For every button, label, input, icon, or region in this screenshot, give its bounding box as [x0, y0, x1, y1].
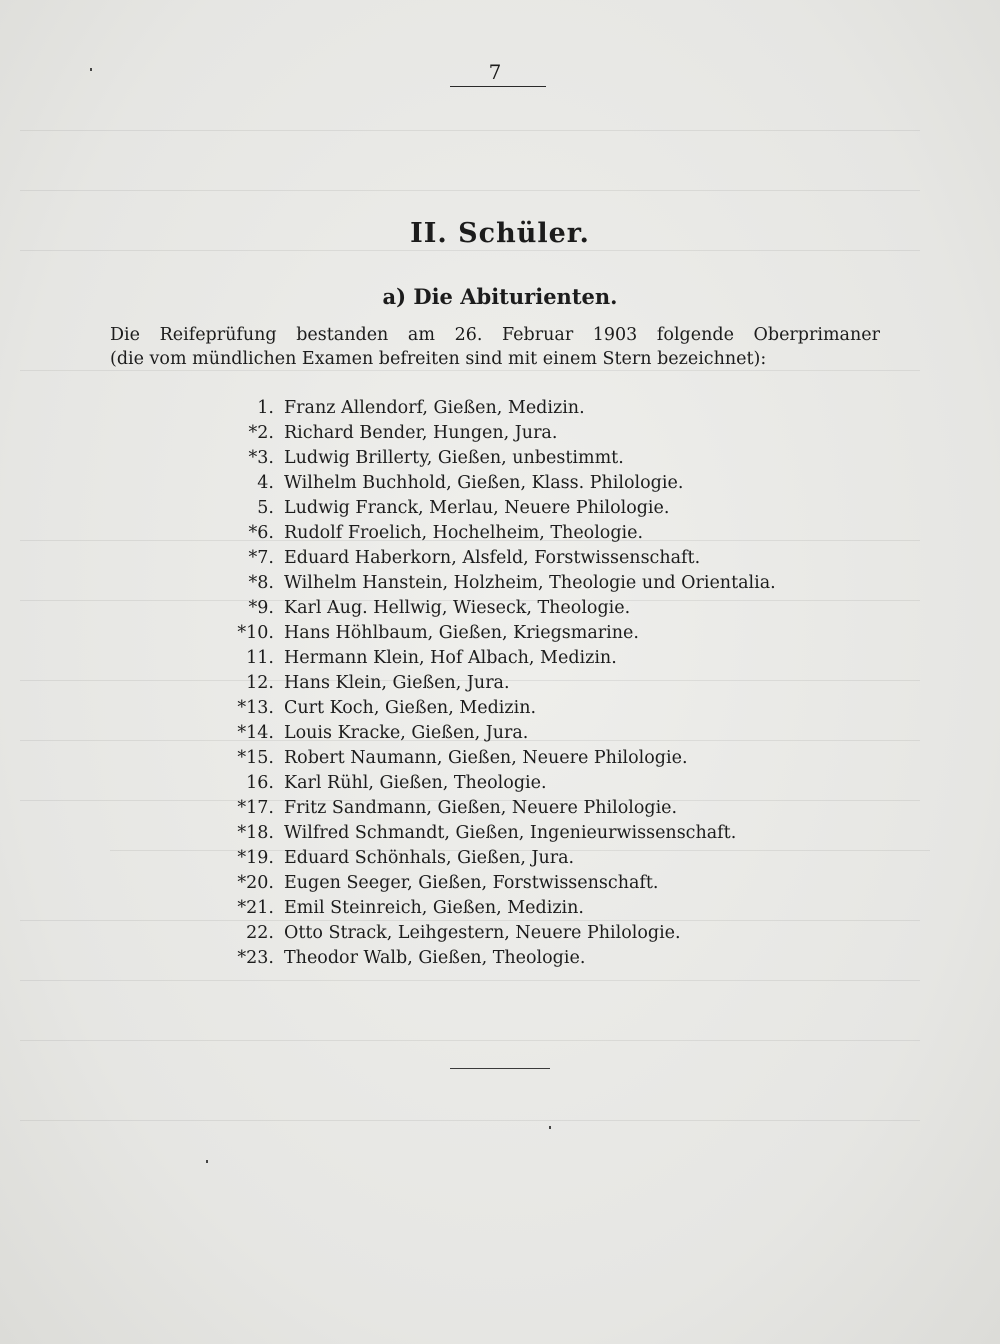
- list-item-text: Eugen Seeger, Gießen, Forstwissenschaft.: [284, 873, 659, 893]
- list-item: [200, 646, 776, 671]
- graduates-list: [200, 396, 776, 971]
- list-item: [200, 521, 776, 546]
- list-item-text: Theodor Walb, Gießen, Theologie.: [284, 948, 586, 968]
- page-number-rule: [450, 86, 546, 87]
- list-item: [200, 596, 776, 621]
- list-item-number: *18.: [237, 823, 274, 843]
- page-number: 7: [488, 60, 502, 84]
- list-item-number: *19.: [237, 848, 274, 868]
- list-item: [200, 496, 776, 521]
- list-item-text: Louis Kracke, Gießen, Jura.: [284, 723, 529, 743]
- list-item: [200, 821, 776, 846]
- list-item-text: Hermann Klein, Hof Albach, Medizin.: [284, 648, 617, 668]
- list-item-number: 16.: [246, 773, 274, 793]
- list-item-text: Eduard Haberkorn, Alsfeld, Forstwissenschaft.: [284, 548, 701, 568]
- list-item: [200, 946, 776, 971]
- list-item: [200, 421, 776, 446]
- list-item: [200, 896, 776, 921]
- list-item-text: Rudolf Froelich, Hochelheim, Theologie.: [284, 523, 644, 543]
- list-item: [200, 696, 776, 721]
- list-item-number: 11.: [246, 648, 274, 668]
- intro-line-2: (die vom mündlichen Examen befreiten sind mit einem Stern bezeichnet):: [110, 349, 767, 369]
- list-item-number: 4.: [257, 473, 274, 493]
- print-speck: [90, 68, 92, 71]
- list-item: [200, 671, 776, 696]
- list-item-number: 12.: [246, 673, 274, 693]
- list-item: [200, 546, 776, 571]
- section-title: II. Schüler.: [410, 218, 590, 249]
- list-item-number: *15.: [237, 748, 274, 768]
- list-item-text: Wilhelm Hanstein, Holzheim, Theologie und Orientalia.: [284, 573, 776, 593]
- bottom-rule: [450, 1068, 550, 1069]
- list-item: [200, 471, 776, 496]
- intro-line-1: Die Reifeprüfung bestanden am 26. Februar 1903 folgende Oberprimaner: [110, 325, 880, 345]
- print-speck: [206, 1160, 208, 1163]
- list-item-text: Eduard Schönhals, Gießen, Jura.: [284, 848, 575, 868]
- list-item-number: *10.: [237, 623, 274, 643]
- list-item-text: Karl Aug. Hellwig, Wieseck, Theologie.: [284, 598, 631, 618]
- list-item-text: Robert Naumann, Gießen, Neuere Philologie.: [284, 748, 688, 768]
- list-item-number: 1.: [257, 398, 274, 418]
- list-item: [200, 871, 776, 896]
- subsection-title: a) Die Abiturienten.: [382, 284, 618, 309]
- list-item-text: Ludwig Franck, Merlau, Neuere Philologie.: [284, 498, 670, 518]
- list-item: [200, 771, 776, 796]
- list-item-number: *9.: [248, 598, 274, 618]
- list-item-text: Emil Steinreich, Gießen, Medizin.: [284, 898, 584, 918]
- list-item-text: Karl Rühl, Gießen, Theologie.: [284, 773, 547, 793]
- list-item-number: *14.: [237, 723, 274, 743]
- list-item: [200, 446, 776, 471]
- list-item: [200, 796, 776, 821]
- list-item-number: *13.: [237, 698, 274, 718]
- list-item-text: Hans Höhlbaum, Gießen, Kriegsmarine.: [284, 623, 639, 643]
- list-item-number: *17.: [237, 798, 274, 818]
- list-item-number: *20.: [237, 873, 274, 893]
- list-item-number: *7.: [248, 548, 274, 568]
- list-item-text: Wilhelm Buchhold, Gießen, Klass. Philologie.: [284, 473, 684, 493]
- list-item-text: Wilfred Schmandt, Gießen, Ingenieurwissenschaft.: [284, 823, 737, 843]
- list-item-text: Franz Allendorf, Gießen, Medizin.: [284, 398, 585, 418]
- list-item-number: *6.: [248, 523, 274, 543]
- list-item-text: Richard Bender, Hungen, Jura.: [284, 423, 558, 443]
- list-item: [200, 721, 776, 746]
- list-item-number: 5.: [257, 498, 274, 518]
- list-item-number: *2.: [248, 423, 274, 443]
- print-speck: [549, 1126, 551, 1129]
- list-item-number: *3.: [248, 448, 274, 468]
- list-item-text: Otto Strack, Leihgestern, Neuere Philologie.: [284, 923, 681, 943]
- list-item-text: Fritz Sandmann, Gießen, Neuere Philologie.: [284, 798, 678, 818]
- list-item: [200, 396, 776, 421]
- list-item-text: Curt Koch, Gießen, Medizin.: [284, 698, 537, 718]
- list-item: [200, 921, 776, 946]
- list-item: [200, 571, 776, 596]
- list-item: [200, 621, 776, 646]
- list-item-number: *21.: [237, 898, 274, 918]
- list-item: [200, 846, 776, 871]
- list-item-number: *8.: [248, 573, 274, 593]
- list-item-text: Hans Klein, Gießen, Jura.: [284, 673, 510, 693]
- list-item: [200, 746, 776, 771]
- list-item-number: 22.: [246, 923, 274, 943]
- list-item-number: *23.: [237, 948, 274, 968]
- list-item-text: Ludwig Brillerty, Gießen, unbestimmt.: [284, 448, 624, 468]
